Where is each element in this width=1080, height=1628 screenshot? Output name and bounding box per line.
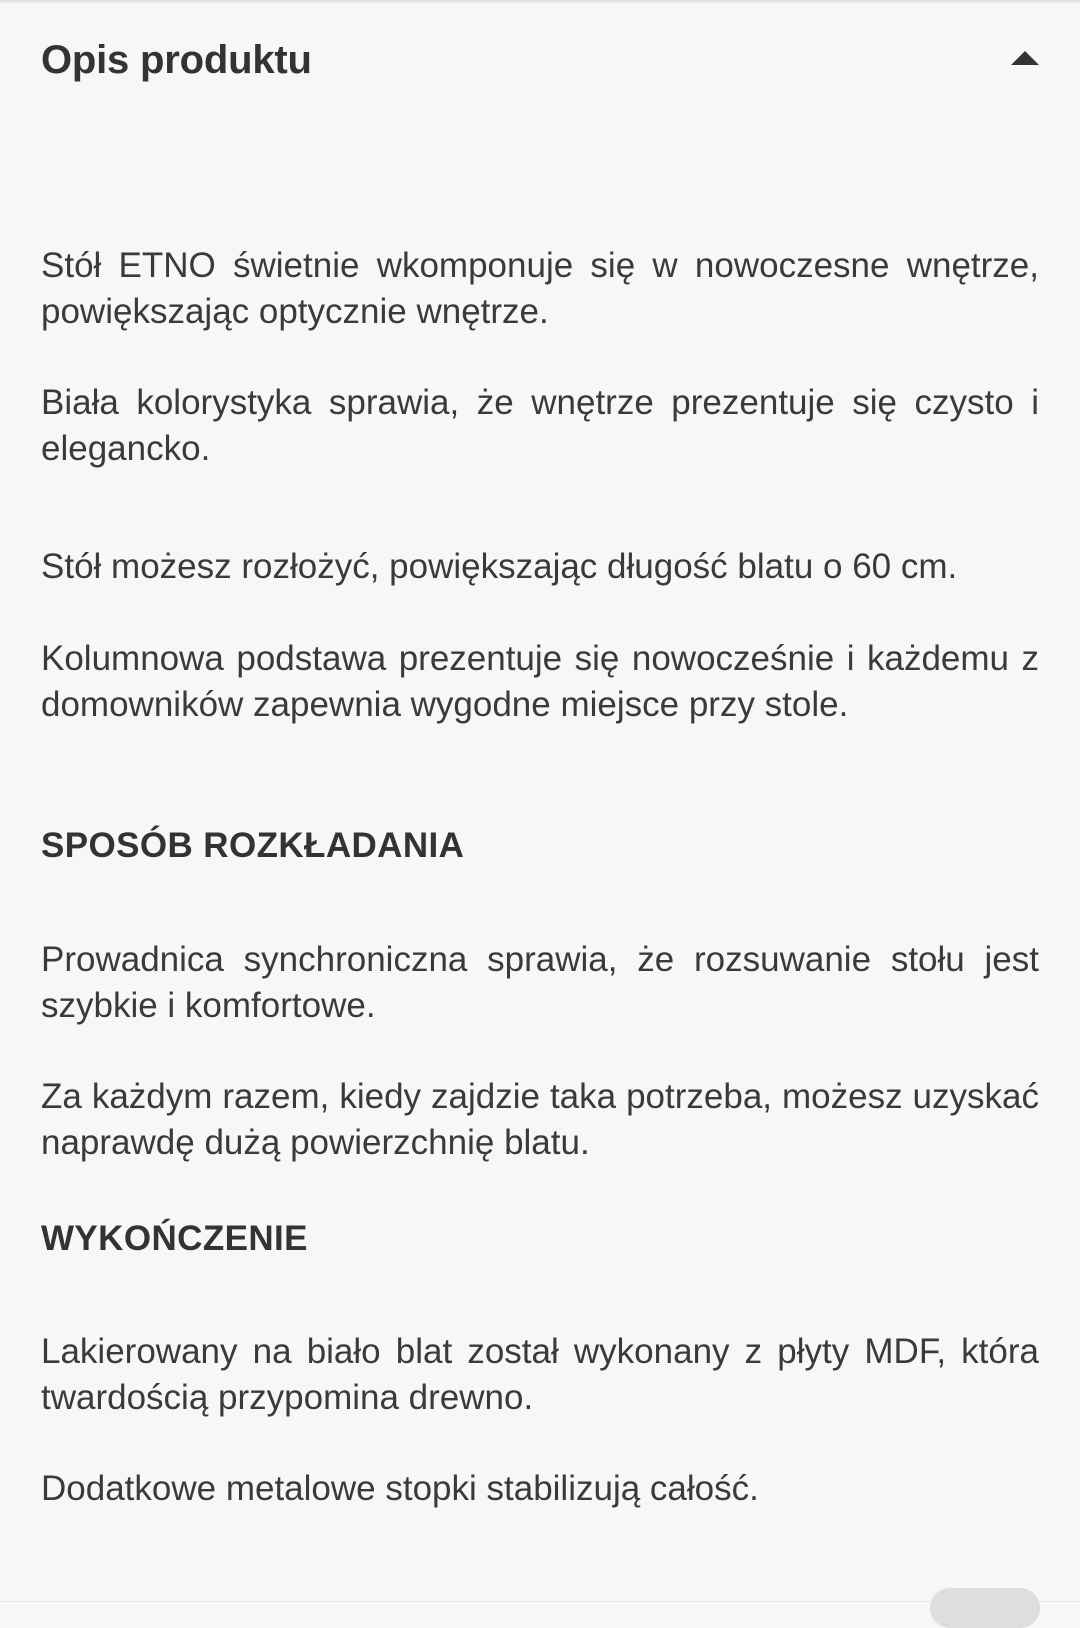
divider xyxy=(0,1601,1080,1602)
scroll-to-top-button[interactable] xyxy=(930,1588,1040,1628)
description-paragraph: Prowadnica synchroniczna sprawia, że rozsuwanie stołu jest szybkie i komfortowe. xyxy=(41,940,1039,1025)
section-title: Opis produktu xyxy=(41,38,312,82)
description-paragraph: Lakierowany na biało blat został wykonany z płyty MDF, która twardością przypomina drewno. xyxy=(41,1332,1039,1417)
description-paragraph: Stół możesz rozłożyć, powiększając długość blatu o 60 cm. xyxy=(41,547,958,586)
chevron-up-icon[interactable] xyxy=(1011,51,1039,65)
description-paragraph: Stół ETNO świetnie wkomponuje się w nowoczesne wnętrze, powiększając optycznie wnętrze. xyxy=(41,246,1039,331)
description-paragraph: Kolumnowa podstawa prezentuje się nowocześnie i każdemu z domowników zapewnia wygodne miejsce przy stole. xyxy=(41,639,1039,724)
description-paragraph: Za każdym razem, kiedy zajdzie taka potrzeba, możesz uzyskać naprawdę dużą powierzchnię blatu. xyxy=(41,1077,1039,1162)
product-description-header[interactable] xyxy=(0,0,1080,120)
description-paragraph: Dodatkowe metalowe stopki stabilizują całość. xyxy=(41,1469,759,1508)
section-heading-finish: WYKOŃCZENIE xyxy=(41,1219,308,1258)
description-paragraph: Biała kolorystyka sprawia, że wnętrze prezentuje się czysto i elegancko. xyxy=(41,383,1039,468)
section-heading-unfolding: SPOSÓB ROZKŁADANIA xyxy=(41,826,465,865)
